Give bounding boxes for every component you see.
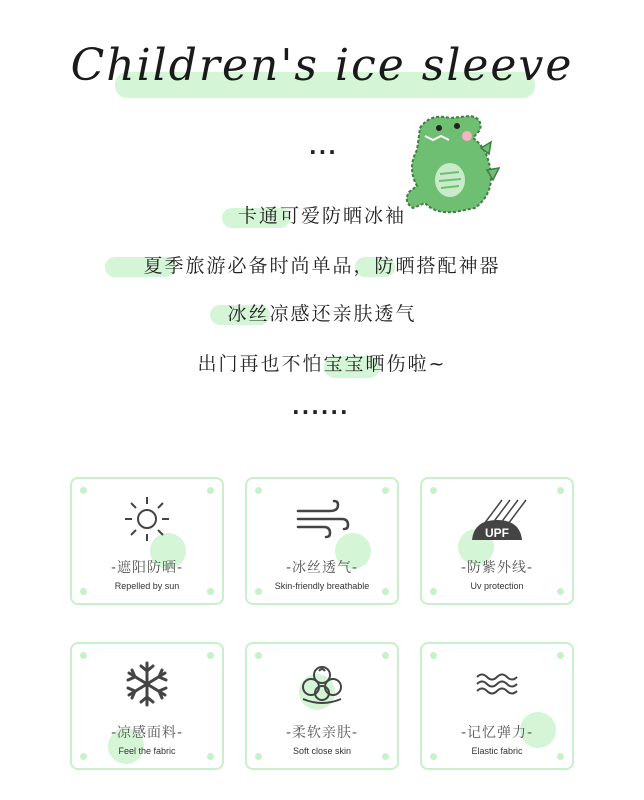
feature-title: -防紫外线- [460,560,534,576]
waves-icon [422,662,572,706]
feature-title: -记忆弹力- [460,725,534,741]
feature-subtitle: Elastic fabric [471,746,523,756]
feature-subtitle: Skin-friendly breathable [274,581,370,591]
feature-card-cotton [245,642,399,770]
slogan-line-4: 出门再也不怕宝宝晒伤啦~ [197,353,447,375]
slogan-line-1: 卡通可爱防晒冰袖 [237,205,406,227]
cotton-icon [247,662,397,706]
upf-badge: UPF [485,526,509,540]
feature-title: -冰丝透气- [285,560,359,576]
feature-card-snow [70,642,224,770]
feature-card-waves [420,642,574,770]
dots-top: ... [309,135,338,159]
dots-bottom: ...... [292,395,350,419]
slogan-line-2: 夏季旅游必备时尚单品，防晒搭配神器 [143,255,501,277]
feature-card-sun [70,477,224,605]
feature-subtitle: Feel the fabric [118,746,176,756]
feature-title: -遮阳防晒- [110,560,184,576]
upf-icon [422,497,572,541]
slogan-line-3: 冰丝凉感还亲肤透气 [227,303,417,325]
sun-icon [72,497,222,541]
page-title: Children's ice sleeve [70,40,574,91]
feature-subtitle: Uv protection [470,581,524,591]
feature-title: -凉感面料- [110,725,184,741]
feature-subtitle: Repelled by sun [114,581,180,591]
feature-subtitle: Soft close skin [292,746,352,756]
feature-card-upf [420,477,574,605]
wind-icon [247,497,397,541]
snowflake-icon [72,662,222,706]
feature-card-wind [245,477,399,605]
feature-title: -柔软亲肤- [285,725,359,741]
